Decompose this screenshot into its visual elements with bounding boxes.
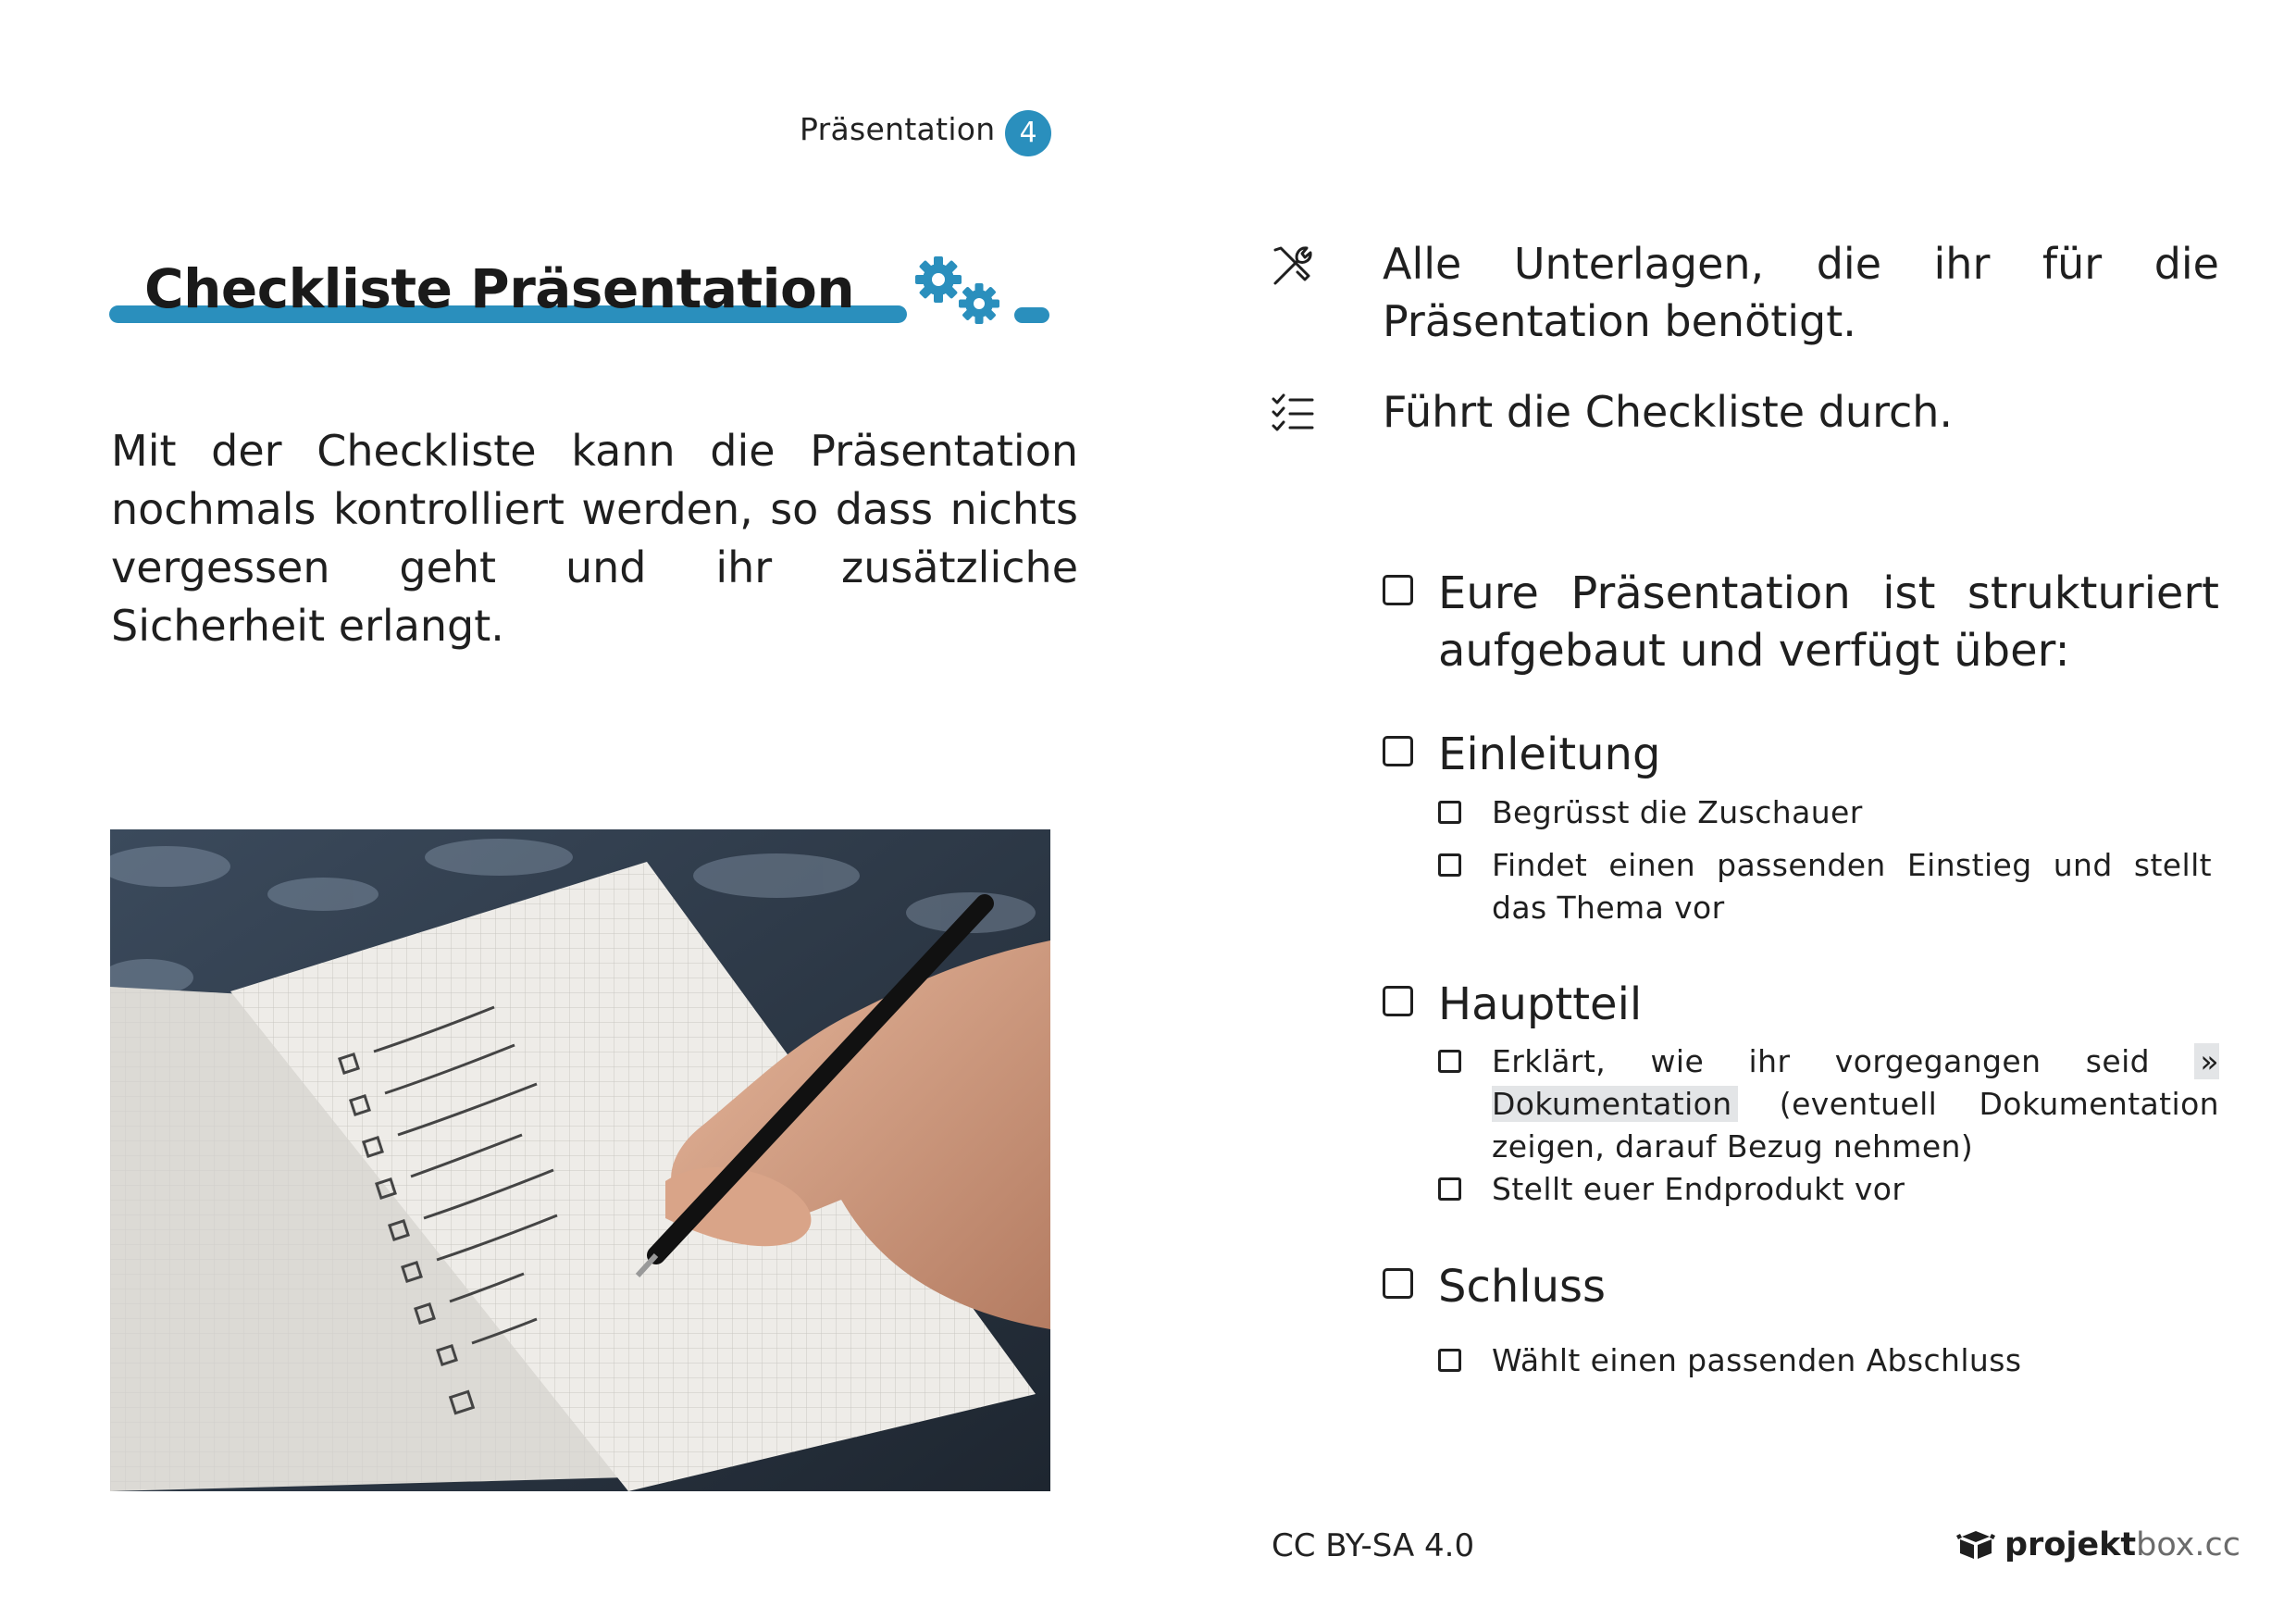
photo-illustration <box>110 829 1050 1491</box>
item-text <box>1492 1040 2219 1168</box>
item-checkbox[interactable] <box>1438 853 1461 877</box>
item-checkbox[interactable] <box>1438 1050 1461 1073</box>
section-checkbox-einleitung[interactable] <box>1383 736 1413 766</box>
item-text-before: Erklärt, wie ihr vorgegangen seid <box>1492 1043 2151 1079</box>
projektbox-logo[interactable] <box>1956 1524 2240 1566</box>
checklist-intro-checkbox[interactable] <box>1383 575 1413 605</box>
item-checkbox[interactable] <box>1438 801 1461 824</box>
checklist-icon <box>1270 391 1316 437</box>
tools-icon <box>1270 243 1316 289</box>
logo-wordmark <box>2004 1526 2240 1563</box>
logo-wordmark-bold: projekt <box>2004 1526 2137 1563</box>
notebook-checklist-photo <box>110 829 1050 1491</box>
section-label-einleitung: Einleitung <box>1438 729 1661 780</box>
section-checkbox-hauptteil[interactable] <box>1383 986 1413 1016</box>
item-text: Begrüsst die Zuschauer <box>1492 794 1863 830</box>
intro-paragraph: Mit der Checkliste kann die Präsentation nochmals kontrolliert werden, so dass nichts vergessen geht und ihr zusätzliche Sicherheit erlangt. <box>111 426 1078 651</box>
section-label-hauptteil: Hauptteil <box>1438 978 1643 1030</box>
title-accent-dash <box>1014 307 1049 323</box>
chapter-label: Präsentation <box>800 111 996 147</box>
license-label: CC BY-SA 4.0 <box>1272 1527 1475 1564</box>
item-checkbox[interactable] <box>1438 1177 1461 1201</box>
logo-wordmark-light: box.cc <box>2136 1526 2240 1563</box>
item-text: Findet einen passenden Einstieg und stellt das Thema vor <box>1492 847 2212 926</box>
section-label-schluss: Schluss <box>1438 1261 1607 1313</box>
item-text-after: (eventuell Dokumentation zeigen, darauf Bezug nehmen) <box>1492 1086 2219 1164</box>
documentation-link[interactable]: » Dokumentation <box>1492 1043 2219 1122</box>
page-title: Checkliste Präsentation <box>144 257 855 320</box>
item-text: Wählt einen passenden Abschluss <box>1492 1342 2022 1378</box>
chapter-number-badge: 4 <box>1005 110 1051 156</box>
instruction-materials: Alle Unterlagen, die ihr für die Präsentation benötigt. <box>1383 239 2219 346</box>
item-text: Stellt euer Endprodukt vor <box>1492 1171 1905 1207</box>
gears-icon <box>912 254 1009 330</box>
instruction-run-checklist: Führt die Checkliste durch. <box>1383 387 1954 437</box>
checklist-intro-text: Eure Präsentation ist strukturiert aufgebaut und verfügt über: <box>1438 567 2219 677</box>
box-logo-icon <box>1956 1528 1995 1562</box>
item-checkbox[interactable] <box>1438 1349 1461 1372</box>
section-checkbox-schluss[interactable] <box>1383 1268 1413 1299</box>
